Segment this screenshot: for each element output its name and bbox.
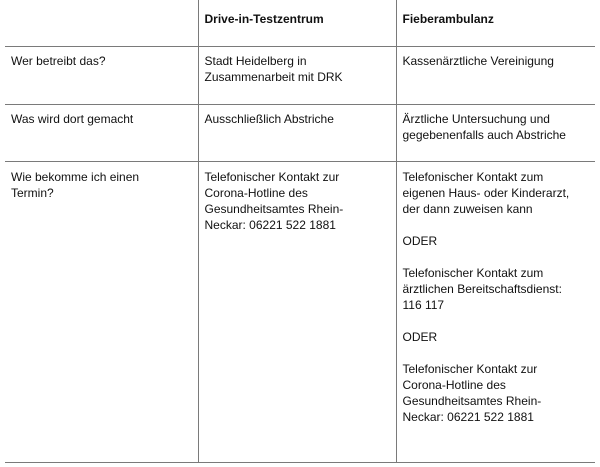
- header-drive-in-testzentrum: Drive-in-Testzentrum: [198, 0, 396, 46]
- table-header-row: [5, 0, 595, 46]
- table-row-appointment: [5, 161, 595, 462]
- cell-line: Ärztliche Untersuchung und: [402, 111, 550, 126]
- or-separator: ODER: [402, 233, 438, 248]
- cell-line: Neckar: 06221 522 1881: [204, 217, 336, 232]
- cell-line: Telefonischer Kontakt zum: [402, 169, 544, 184]
- cell-line: Telefonischer Kontakt zum: [402, 265, 544, 280]
- question-cell: Was wird dort gemacht: [5, 104, 198, 161]
- fieber-cell: [396, 46, 595, 104]
- question-cell: Wer betreibt das?: [5, 46, 198, 104]
- cell-line: Corona-Hotline des: [402, 377, 506, 392]
- paragraph-gap: [403, 345, 596, 361]
- paragraph-gap: [403, 217, 596, 233]
- cell-line: Telefonischer Kontakt zur: [402, 361, 538, 376]
- question-cell: [5, 161, 198, 462]
- fieber-cell: [396, 161, 595, 462]
- or-separator: ODER: [402, 329, 438, 344]
- cell-line: 116 117: [402, 297, 445, 312]
- cell-line: Corona-Hotline des: [204, 185, 308, 200]
- table-row-operator: [5, 46, 595, 104]
- paragraph-gap: [403, 313, 596, 329]
- drive-in-cell: [198, 161, 396, 462]
- cell-line: Wie bekomme ich einen: [11, 169, 140, 184]
- header-corner-cell: [5, 0, 198, 46]
- cell-line: Kassenärztliche Vereinigung: [402, 53, 554, 68]
- cell-line: Zusammenarbeit mit DRK: [204, 69, 343, 84]
- cell-line: Gesundheitsamtes Rhein-: [204, 201, 344, 216]
- drive-in-cell: [198, 104, 396, 161]
- cell-line: Stadt Heidelberg in: [204, 53, 307, 68]
- cell-line: Gesundheitsamtes Rhein-: [402, 393, 542, 408]
- cell-line: gegebenenfalls auch Abstriche: [402, 127, 566, 142]
- cell-line: Neckar: 06221 522 1881: [402, 409, 534, 424]
- comparison-table: [5, 0, 595, 463]
- fieber-cell: [396, 104, 595, 161]
- cell-line: Ausschließlich Abstriche: [204, 111, 334, 126]
- paragraph-gap: [403, 249, 596, 265]
- cell-line: eigenen Haus- oder Kinderarzt,: [402, 185, 570, 200]
- cell-line: der dann zuweisen kann: [402, 201, 533, 216]
- table-row-what: [5, 104, 595, 161]
- header-fieberambulanz: Fieberambulanz: [396, 0, 595, 46]
- drive-in-cell: [198, 46, 396, 104]
- cell-line: Telefonischer Kontakt zur: [204, 169, 340, 184]
- cell-line: ärztlichen Bereitschaftsdienst:: [402, 281, 562, 296]
- cell-line: Termin?: [11, 185, 54, 200]
